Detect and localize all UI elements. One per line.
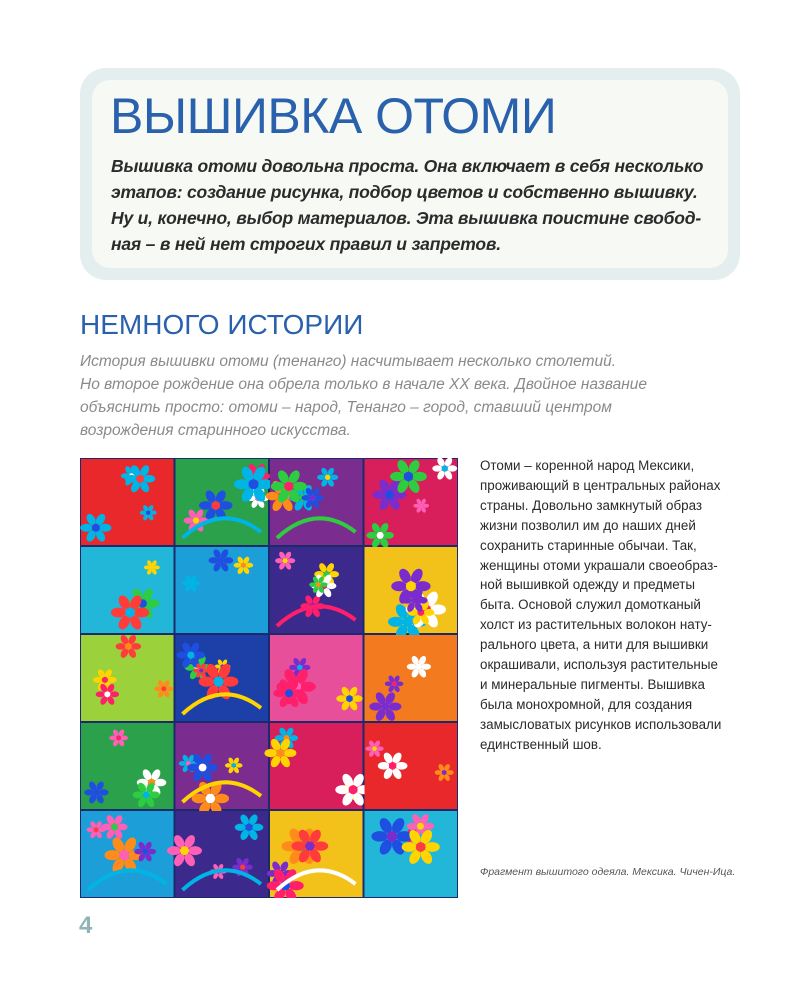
flower-petal bbox=[391, 581, 407, 591]
flower-center bbox=[93, 789, 99, 795]
history-lead-paragraph bbox=[80, 350, 700, 442]
flower-center bbox=[419, 504, 423, 508]
flower-petal bbox=[389, 702, 402, 710]
flower-center bbox=[211, 501, 220, 510]
flower-petal bbox=[435, 770, 443, 775]
flower-center bbox=[143, 791, 150, 798]
flower-center bbox=[189, 581, 194, 586]
body-line: женщины отоми украшали своеобраз- bbox=[480, 557, 718, 573]
flower-center bbox=[442, 770, 447, 775]
flower-center bbox=[213, 677, 223, 687]
flower-petal bbox=[208, 557, 218, 563]
flower-petal bbox=[199, 677, 215, 687]
body-line: Отоми – коренной народ Мексики, bbox=[480, 458, 695, 473]
flower-center bbox=[92, 524, 100, 532]
section-title: НЕМНОГО ИСТОРИИ bbox=[80, 309, 364, 340]
flower-petal bbox=[80, 524, 92, 532]
flower-center bbox=[94, 827, 99, 832]
intro-line: этапов: создание рисунка, подбор цветов и собственно вышивку. bbox=[111, 182, 698, 202]
flower-center bbox=[240, 864, 245, 869]
flower-petal bbox=[177, 651, 188, 658]
flower-petal bbox=[87, 827, 95, 832]
flower-center bbox=[406, 581, 416, 591]
body-line: и минеральные пигменты. Вышивка bbox=[480, 676, 705, 692]
flower-center bbox=[245, 824, 252, 831]
flower-petal bbox=[309, 582, 316, 587]
flower-center bbox=[180, 846, 189, 855]
flower-petal bbox=[292, 689, 304, 697]
flower-petal bbox=[144, 565, 150, 569]
intro-line: Вышивка отоми довольна проста. Она включает в себя несколько bbox=[111, 156, 704, 176]
flower-petal bbox=[446, 770, 454, 775]
flower-center bbox=[193, 517, 199, 523]
flower-center bbox=[125, 643, 132, 650]
flower-petal bbox=[266, 492, 279, 501]
flower-petal bbox=[219, 501, 232, 510]
flower-petal bbox=[194, 651, 205, 658]
flower-petal bbox=[275, 558, 283, 563]
flower-petal bbox=[330, 475, 338, 480]
flower-petal bbox=[396, 681, 403, 686]
flower-center bbox=[372, 746, 377, 751]
flower-petal bbox=[134, 849, 143, 855]
flower-petal bbox=[117, 824, 128, 831]
flower-center bbox=[104, 691, 110, 697]
flower-center bbox=[218, 557, 224, 563]
flower-center bbox=[442, 465, 448, 471]
flower-petal bbox=[167, 846, 181, 855]
flower-center bbox=[389, 762, 397, 770]
flower-center bbox=[199, 764, 207, 772]
flower-center bbox=[381, 702, 389, 710]
flower-petal bbox=[193, 668, 199, 672]
flower-petal bbox=[131, 643, 141, 650]
flower-petal bbox=[287, 558, 295, 563]
page-title: ВЫШИВКА ОТОМИ bbox=[110, 88, 557, 144]
flower-center bbox=[297, 665, 302, 670]
flower-center bbox=[199, 668, 203, 672]
flower-petal bbox=[234, 563, 242, 568]
intro-paragraph bbox=[111, 153, 721, 257]
flower-petal bbox=[292, 482, 306, 491]
flower-petal bbox=[166, 686, 174, 691]
body-paragraph bbox=[480, 456, 740, 755]
flower-center bbox=[276, 749, 284, 757]
flower-petal bbox=[388, 617, 404, 627]
flower-petal bbox=[315, 495, 324, 501]
flower-center bbox=[284, 482, 293, 491]
flower-petal bbox=[314, 841, 329, 850]
flower-petal bbox=[235, 763, 242, 767]
flower-center bbox=[285, 689, 293, 697]
flower-petal bbox=[184, 517, 194, 523]
flower-petal bbox=[206, 764, 218, 772]
flower-petal bbox=[223, 557, 233, 563]
flower-petal bbox=[271, 482, 285, 491]
flower-petal bbox=[289, 735, 298, 741]
flower-center bbox=[161, 686, 166, 691]
flower-center bbox=[403, 617, 413, 627]
flower-center bbox=[231, 763, 235, 767]
flower-center bbox=[241, 563, 246, 568]
flower-center bbox=[404, 472, 413, 481]
flower-petal bbox=[143, 475, 155, 483]
flower-petal bbox=[110, 691, 119, 697]
body-line: жизни позволил им до наших дней bbox=[480, 517, 696, 533]
flower-center bbox=[111, 824, 118, 831]
flower-petal bbox=[245, 864, 253, 869]
flower-petal bbox=[107, 677, 116, 683]
flower-center bbox=[187, 651, 194, 658]
flower-center bbox=[416, 842, 426, 852]
flower-petal bbox=[383, 532, 394, 539]
flower-center bbox=[146, 511, 150, 515]
flower-center bbox=[150, 565, 154, 569]
embroidered-quilt-image bbox=[80, 458, 458, 898]
body-line: была монохромной, для создания bbox=[480, 696, 693, 712]
flower-petal bbox=[154, 779, 166, 787]
flower-petal bbox=[149, 791, 160, 798]
flower-petal bbox=[413, 504, 419, 508]
flower-petal bbox=[153, 565, 159, 569]
flower-petal bbox=[101, 824, 112, 831]
flower-petal bbox=[366, 532, 377, 539]
body-line: ной вышивкой одежду и предметы bbox=[480, 577, 696, 593]
page-number: 4 bbox=[79, 912, 93, 939]
flower-petal bbox=[232, 864, 240, 869]
flower-center bbox=[102, 677, 108, 683]
flower-petal bbox=[407, 823, 418, 830]
flower-petal bbox=[252, 824, 263, 831]
flower-petal bbox=[373, 490, 387, 499]
flower-petal bbox=[147, 849, 156, 855]
flower-petal bbox=[84, 789, 94, 795]
flower-petal bbox=[125, 475, 137, 483]
flower-center bbox=[416, 664, 422, 670]
flower-petal bbox=[412, 472, 427, 481]
body-line: холст из растительных волокон нату- bbox=[480, 617, 712, 633]
flower-petal bbox=[203, 668, 209, 672]
flower-petal bbox=[390, 472, 405, 481]
flower-petal bbox=[188, 846, 202, 855]
intro-line: Ну и, конечно, выбор материалов. Эта вышивка поистине свобод- bbox=[111, 208, 702, 228]
flower-petal bbox=[154, 686, 162, 691]
flower-petal bbox=[335, 785, 349, 794]
intro-line: ная – в ней нет строгих правил и запретов. bbox=[111, 234, 501, 254]
flower-petal bbox=[109, 736, 117, 741]
flower-petal bbox=[132, 791, 143, 798]
flower-petal bbox=[385, 681, 392, 686]
body-line: замысловатых рисунков использовали bbox=[480, 716, 722, 732]
flower-center bbox=[349, 785, 358, 794]
flower-petal bbox=[376, 746, 383, 751]
flower-center bbox=[377, 532, 384, 539]
flower-petal bbox=[284, 749, 297, 757]
flower-petal bbox=[179, 761, 187, 766]
body-line: окрашивали, используя растительные bbox=[480, 657, 718, 673]
flower-petal bbox=[352, 695, 363, 702]
flower-center bbox=[305, 841, 314, 850]
flower-petal bbox=[193, 581, 200, 586]
flower-center bbox=[417, 823, 424, 830]
flower-petal bbox=[415, 581, 431, 591]
body-line: страны. Довольно замкнутый образ bbox=[480, 497, 703, 513]
flower-petal bbox=[365, 746, 372, 751]
flower-petal bbox=[371, 831, 387, 842]
flower-center bbox=[316, 582, 321, 587]
body-line: рального цвета, а нити для вышивки bbox=[480, 637, 709, 653]
flower-petal bbox=[140, 511, 147, 515]
flower-petal bbox=[301, 495, 310, 501]
flower-petal bbox=[289, 665, 298, 670]
flower-petal bbox=[264, 749, 277, 757]
flower-center bbox=[119, 850, 129, 860]
flower-center bbox=[310, 495, 316, 501]
history-line: Но второе рождение она обрела только в начале XX века. Двойное название bbox=[80, 376, 648, 393]
flower-center bbox=[325, 475, 330, 480]
flower-center bbox=[116, 736, 121, 741]
flower-petal bbox=[336, 695, 347, 702]
flower-center bbox=[125, 608, 135, 618]
flower-center bbox=[206, 794, 216, 804]
flower-petal bbox=[150, 511, 157, 515]
flower-petal bbox=[423, 504, 429, 508]
flower-petal bbox=[214, 794, 229, 804]
flower-center bbox=[385, 490, 394, 499]
flower-petal bbox=[199, 501, 212, 510]
body-line: проживающий в центральных районах bbox=[480, 477, 721, 493]
flower-petal bbox=[234, 479, 250, 489]
flower-petal bbox=[421, 664, 431, 670]
flower-center bbox=[392, 681, 397, 686]
quilt-illustration bbox=[80, 458, 458, 898]
flower-center bbox=[283, 558, 288, 563]
body-line: сохранить старинные обычаи. Так, bbox=[480, 537, 697, 553]
flower-petal bbox=[222, 677, 238, 687]
flower-petal bbox=[182, 581, 189, 586]
flower-center bbox=[346, 695, 353, 702]
flower-petal bbox=[111, 608, 126, 618]
flower-petal bbox=[425, 842, 440, 852]
flower-petal bbox=[423, 823, 434, 830]
image-caption: Фрагмент вышитого одеяла. Мексика. Чичен-Ица. bbox=[480, 866, 736, 878]
flower-petal bbox=[273, 689, 285, 697]
body-line: единственный шов. bbox=[480, 736, 602, 752]
flower-petal bbox=[235, 824, 246, 831]
flower-petal bbox=[225, 763, 232, 767]
flower-petal bbox=[447, 465, 457, 471]
history-line: возрождения старинного искусства. bbox=[80, 422, 351, 439]
flower-petal bbox=[245, 563, 253, 568]
flower-petal bbox=[396, 762, 408, 770]
flower-petal bbox=[369, 702, 382, 710]
flower-petal bbox=[121, 736, 129, 741]
flower-petal bbox=[407, 664, 417, 670]
flower-center bbox=[248, 479, 258, 489]
body-line: быта. Основой служил домотканый bbox=[480, 597, 701, 613]
flower-petal bbox=[105, 850, 121, 860]
flower-petal bbox=[402, 842, 417, 852]
flower-petal bbox=[320, 582, 327, 587]
flower-petal bbox=[99, 524, 111, 532]
flower-center bbox=[136, 475, 144, 483]
flower-petal bbox=[93, 677, 102, 683]
flower-petal bbox=[289, 881, 304, 890]
flower-center bbox=[387, 831, 398, 842]
flower-petal bbox=[424, 609, 435, 616]
flower-petal bbox=[96, 691, 105, 697]
quilt-patch bbox=[270, 635, 363, 721]
flower-petal bbox=[134, 608, 149, 618]
history-line: объяснить просто: отоми – народ, Тенанго – город, ставший центром bbox=[80, 399, 612, 416]
flower-petal bbox=[115, 643, 125, 650]
flower-petal bbox=[146, 599, 159, 607]
flower-petal bbox=[378, 762, 390, 770]
flower-petal bbox=[432, 465, 442, 471]
flower-petal bbox=[99, 789, 109, 795]
flower-petal bbox=[317, 475, 325, 480]
flower-center bbox=[142, 849, 148, 855]
flower-petal bbox=[326, 583, 336, 589]
history-line: История вышивки отоми (тенанго) насчитывает несколько столетий. bbox=[80, 353, 617, 370]
flower-petal bbox=[291, 841, 306, 850]
flower-petal bbox=[187, 764, 199, 772]
